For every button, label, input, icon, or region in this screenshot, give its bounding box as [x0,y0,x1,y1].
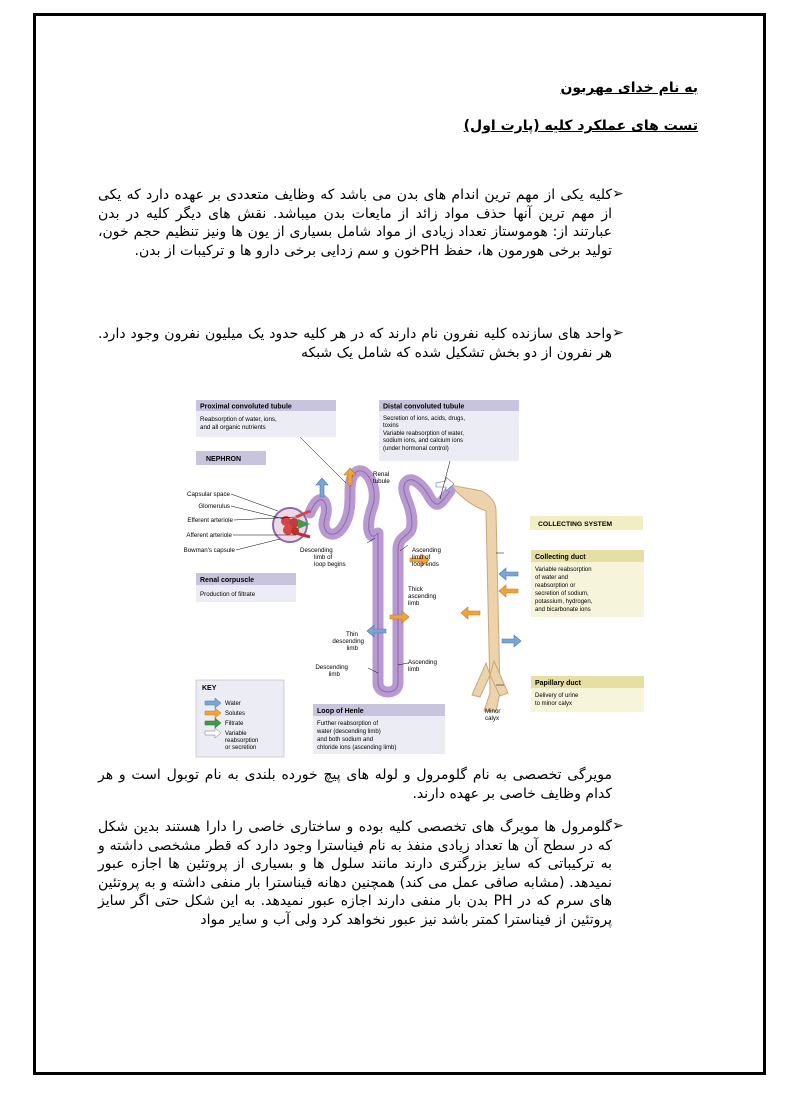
renal-tubule-label-1: Renal [373,471,390,478]
desc-limb-2: limb [328,671,340,678]
asc-limb-2: limb [408,666,420,673]
paragraph-fenestra: گلومرول ها مویرگ های تخصصی کلیه بوده و ساختاری خاصی را دارا هستند بدین شکل که در سطح آن ها تعداد زیادی منفذ به نام فیناسترا وجود دارد که قطر مشخصی داشته و به ترکیباتی که سایز بزرگتری دارند مانند سلول ها و بسیاری از پروتئین ها اجازه عبور نمیدهد. (مشابه صافی عمل می کند) همچنین دهانه فیناسترا بار منفی داشته و به پروتئین های سرم که در PH بدن بار منفی دارند اجازه عبور نمیدهد. به این شکل حتی اگر سایز پروتئین از فیناسترا کمتر باشد نیز عبور نخواهد کرد ولی آب و سایر مواد [98,819,612,928]
collecting-duct-title: Collecting duct [535,554,586,561]
loop-henle-text-2: water (descending limb) [317,729,381,735]
nephron-diagram [150,393,655,761]
asc-loop-ends-3: loop ends [412,561,439,568]
bullet-icon: ➢ [612,818,624,834]
solute-arrow-icon [461,607,480,619]
papillary-duct-text-1: Delivery of urine [535,693,579,699]
page-subtitle: تست های عملکرد کلیه (پارت اول) [463,118,698,134]
collecting-duct-text-1: Variable reabsorption [535,567,592,573]
page-title: به نام خدای مهربون [560,80,698,96]
key-solutes-label: Solutes [225,711,246,717]
glomerulus-shape [273,508,310,542]
afferent-arteriole-label: Afferent arteriole [186,532,232,539]
nephron-label: NEPHRON [206,456,242,463]
collecting-duct-text-6: and bicarbonate ions [535,607,591,613]
collecting-duct-text-4: secretion of sodium, [535,591,589,597]
collecting-duct-text-5: potassium, hydrogen, [535,599,593,605]
asc-limb-1: Ascending [408,659,437,666]
key-water-label: Water [225,701,241,707]
papillary-duct-body [531,688,644,712]
pct-title: Proximal convoluted tubule [200,403,292,411]
desc-limb-1: Descending [315,664,348,671]
key-variable-label-1: Variable [225,731,247,737]
asc-loop-ends-1: Ascending [412,547,441,554]
glomerulus-label: Glomerulus [198,503,230,510]
bowmans-capsule-label: Bowman's capsule [183,547,235,554]
renal-corpuscle-title: Renal corpuscle [200,577,255,584]
key-variable-label-3: or secretion [225,745,257,751]
renal-corpuscle-text: Production of filtrate [200,591,256,598]
collecting-duct-text-3: reabsorption or [535,583,576,589]
thin-desc-3: limb [346,645,358,652]
water-arrow-icon [502,635,521,647]
solute-arrow-icon [499,585,518,597]
paragraph-glomerulus-tubule: مویرگی تخصصی به نام گلومرول و لوله های پیچ خورده بلندی به نام توبول است و هر کدام وظایف خاصی بر عهده دارند. [98,767,612,802]
minor-calyx-1: Minor [485,708,501,715]
dct-text-2: toxins [383,423,399,429]
thin-desc-2: descending [332,638,364,645]
water-arrow-icon [316,478,328,497]
key-title: KEY [202,685,217,692]
bullet-icon: ➢ [612,325,624,341]
thin-desc-1: Thin [345,631,358,638]
pct-text-2: and all organic nutrients [200,424,266,431]
dct-text-3: Variable reabsorption of water, [383,431,464,437]
key-variable-label-2: reabsorption [225,738,259,744]
desc-loop-begins-1: Descending [300,547,333,554]
thick-asc-2: ascending [408,593,437,600]
dct-text-4: sodium ions, and calcium ions [383,438,464,444]
pct-text-1: Reabsorption of water, ions, [200,416,277,423]
thick-asc-3: limb [408,600,420,607]
dct-title: Distal convoluted tubule [383,403,465,411]
loop-henle-text-1: Further reabsorption of [317,721,379,727]
collecting-duct-text-2: of water and [535,575,569,581]
key-filtrate-label: Filtrate [225,721,244,727]
collecting-duct-shape [450,485,508,711]
minor-calyx-2: calyx [485,715,500,722]
papillary-duct-text-2: to minor calyx [535,701,573,707]
collecting-system-label: COLLECTING SYSTEM [538,521,613,528]
desc-loop-begins-3: loop begins [314,561,346,568]
dct-text-5: (under hormonal control) [383,446,449,452]
renal-tubule-label-2: tubule [373,478,390,485]
capsular-space-label: Capsular space [187,491,230,498]
paragraph-kidney-intro: کلیه یکی از مهم ترین اندام های بدن می باشد که وظایف متعددی بر عهده دارد که یکی از مهم ترین آنها حذف مواد زائد از مایعات بدن میباشد. نقش های دیگر کلیه در بدن عبارتند از: هوموستاز تعداد زیادی از مواد شامل بسیاری از یون ها ونیز تنظیم حجم خون، تولید برخی هورمون ها، حفظ PHخون و سم زدایی برخی دارو ها و ترکیبات از بدن. [98,187,612,259]
asc-loop-ends-2: limb of [412,554,431,561]
efferent-arteriole-label: Efferent arteriole [187,517,233,524]
loop-henle-title: Loop of Henle [317,708,364,715]
loop-henle-text-4: chloride ions (ascending limb) [317,745,397,751]
water-arrow-icon [499,568,518,580]
dct-text-1: Secretion of ions, acids, drugs, [383,416,466,422]
loop-henle-text-3: and both sodium and [317,737,374,743]
desc-loop-begins-2: limb of [314,554,333,561]
thick-asc-1: Thick [408,586,423,593]
paragraph-nephron: واحد های سازنده کلیه نفرون نام دارند که در هر کلیه حدود یک میلیون نفرون وجود دارد. هر نفرون از دو بخش تشکیل شده که شامل یک شبکه [98,326,612,361]
bullet-icon: ➢ [612,186,624,202]
papillary-duct-title: Papillary duct [535,680,581,687]
